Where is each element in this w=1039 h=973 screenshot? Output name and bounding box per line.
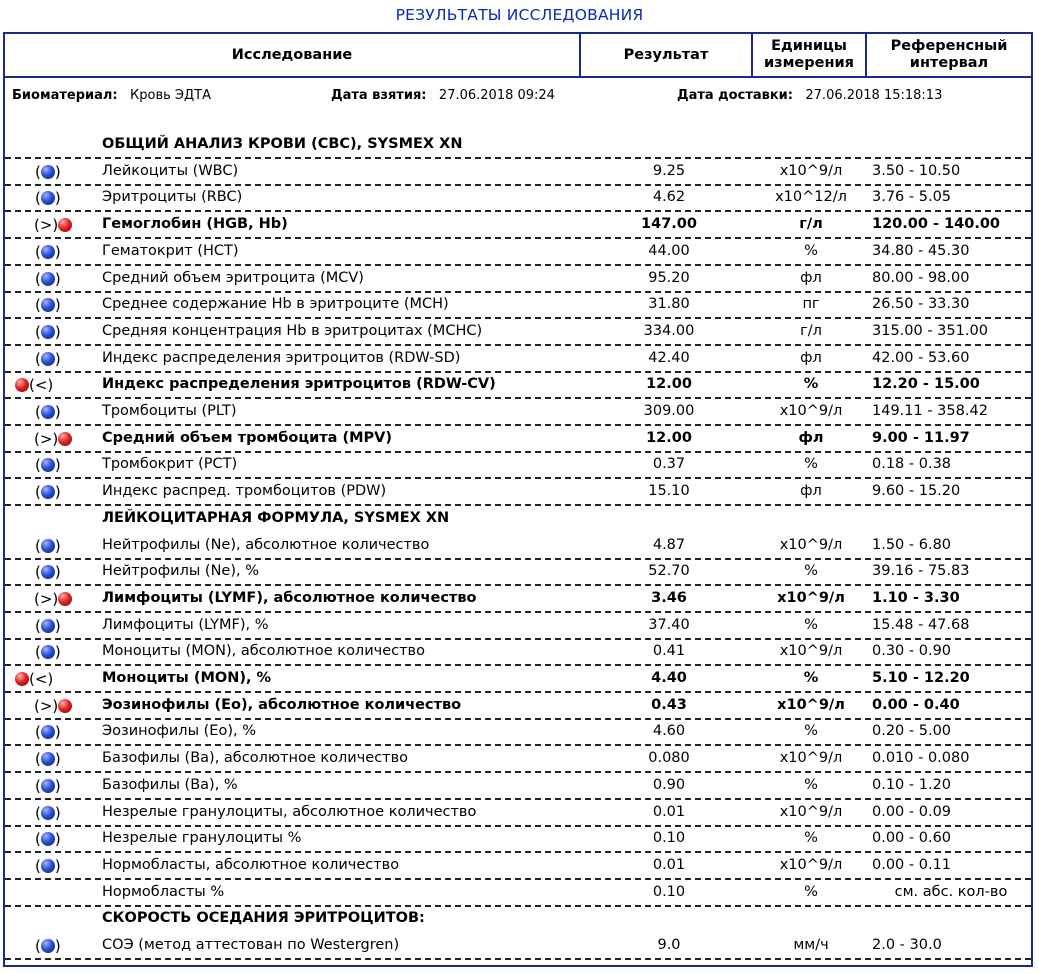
test-result: 4.87 xyxy=(652,536,686,553)
section-title: ЛЕЙКОЦИТАРНАЯ ФОРМУЛА, SYSMEX XN xyxy=(102,509,450,526)
normal-marker-icon: ( ) xyxy=(35,723,61,742)
test-name: Нейтрофилы (Ne), % xyxy=(102,563,259,580)
test-unit: пг xyxy=(802,296,820,313)
test-reference: 26.50 - 33.30 xyxy=(872,296,970,313)
normal-marker-icon: ( ) xyxy=(35,296,61,315)
table-row xyxy=(5,746,1031,773)
test-reference: 120.00 - 140.00 xyxy=(872,216,1001,233)
test-name: Эритроциты (RBC) xyxy=(102,189,243,206)
test-name: Нормобласты, абсолютное количество xyxy=(102,856,400,873)
test-result: 0.90 xyxy=(652,776,686,793)
date-delivered-value: 27.06.2018 15:18:13 xyxy=(805,88,943,103)
test-unit: х10^9/л xyxy=(777,589,845,606)
normal-marker-icon: ( ) xyxy=(35,776,61,795)
date-taken-value: 27.06.2018 09:24 xyxy=(438,88,555,103)
normal-marker-icon: ( ) xyxy=(35,643,61,662)
normal-marker-icon: ( ) xyxy=(35,322,61,341)
test-name: Гематокрит (HCT) xyxy=(102,242,239,259)
test-unit: х10^9/л xyxy=(779,162,843,179)
flag-text: (<) xyxy=(29,376,54,395)
header-units-line1: Единицы xyxy=(771,38,847,54)
test-reference: 0.10 - 1.20 xyxy=(872,776,952,793)
table-row xyxy=(5,399,1031,426)
high-marker-icon xyxy=(34,429,72,449)
test-result: 44.00 xyxy=(648,242,690,259)
table-row xyxy=(5,853,1031,880)
test-result: 334.00 xyxy=(643,322,695,339)
header-ref-line2: интервал xyxy=(909,55,989,71)
test-result: 0.43 xyxy=(651,696,687,713)
normal-marker-icon: ( ) xyxy=(35,536,61,555)
normal-marker-icon: ( ) xyxy=(35,750,61,769)
test-result: 3.46 xyxy=(651,589,687,606)
test-reference: 42.00 - 53.60 xyxy=(872,349,970,366)
test-unit: г/л xyxy=(799,216,823,233)
test-unit: фл xyxy=(798,429,824,446)
test-result: 4.40 xyxy=(651,670,687,686)
table-row xyxy=(5,666,1031,693)
test-unit: % xyxy=(804,830,818,847)
test-result: 15.10 xyxy=(648,483,690,500)
test-reference: 149.11 - 358.42 xyxy=(872,403,988,419)
test-reference: см. абс. кол-во xyxy=(894,883,1008,900)
test-name: СОЭ (метод аттестован по Westergren) xyxy=(102,937,400,953)
test-unit: х10^9/л xyxy=(777,696,845,713)
test-unit: х10^9/л xyxy=(779,403,843,419)
normal-marker-icon: ( ) xyxy=(35,856,61,875)
test-name: Среднее содержание Hb в эритроците (MCH) xyxy=(102,296,449,313)
test-result: 52.70 xyxy=(648,563,690,580)
test-unit: фл xyxy=(800,269,822,286)
test-reference: 5.10 - 12.20 xyxy=(872,670,970,686)
section-row xyxy=(5,132,1031,159)
test-name: Лимфоциты (LYMF), % xyxy=(102,616,269,633)
table-row xyxy=(5,479,1031,506)
high-marker-icon xyxy=(34,589,72,609)
normal-marker-icon: ( ) xyxy=(35,616,61,635)
test-name: Базофилы (Ba), абсолютное количество xyxy=(102,750,409,767)
test-unit: % xyxy=(803,376,819,393)
section-title: ОБЩИЙ АНАЛИЗ КРОВИ (CBC), SYSMEX XN xyxy=(102,136,463,152)
table-row xyxy=(5,319,1031,346)
test-reference: 315.00 - 351.00 xyxy=(872,322,988,339)
table-row xyxy=(5,372,1031,399)
test-name: Тромбокрит (PCT) xyxy=(102,456,238,473)
table-header xyxy=(5,34,1031,78)
test-name: Нейтрофилы (Ne), абсолютное количество xyxy=(102,536,430,553)
section-row xyxy=(5,906,1031,933)
test-result: 4.60 xyxy=(652,723,686,740)
test-result: 0.10 xyxy=(652,883,686,900)
table-row xyxy=(5,773,1031,800)
test-reference: 80.00 - 98.00 xyxy=(872,269,970,286)
test-result: 0.37 xyxy=(652,456,686,473)
test-unit: х10^9/л xyxy=(779,750,843,767)
date-taken xyxy=(331,88,555,103)
normal-marker-icon: ( ) xyxy=(35,937,61,955)
table-row xyxy=(5,292,1031,319)
normal-marker-icon: ( ) xyxy=(35,456,61,475)
table-row xyxy=(5,266,1031,293)
test-name: Индекс распределения эритроцитов (RDW-SD) xyxy=(102,349,461,366)
test-name: Нормобласты % xyxy=(102,883,225,900)
page-title: РЕЗУЛЬТАТЫ ИССЛЕДОВАНИЯ xyxy=(395,6,644,24)
table-row xyxy=(5,933,1031,960)
table-row xyxy=(5,693,1031,720)
test-result: 37.40 xyxy=(648,616,690,633)
test-result: 0.01 xyxy=(652,803,686,820)
normal-marker-icon: ( ) xyxy=(35,803,61,822)
section-row xyxy=(5,506,1031,533)
test-unit: х10^9/л xyxy=(779,856,843,873)
test-reference: 39.16 - 75.83 xyxy=(872,563,970,580)
biomaterial xyxy=(12,88,211,103)
flag-text: (>) xyxy=(34,429,59,448)
test-name: Эозинофилы (Eo), % xyxy=(102,723,256,740)
test-reference: 0.20 - 5.00 xyxy=(872,723,952,740)
flag-text: (>) xyxy=(34,216,59,235)
test-unit: х10^9/л xyxy=(779,803,843,820)
table-row xyxy=(5,800,1031,827)
test-result: 0.01 xyxy=(652,856,686,873)
header-test: Исследование xyxy=(5,34,581,76)
flag-text: (>) xyxy=(34,696,59,715)
test-result: 0.41 xyxy=(652,643,686,660)
test-name: Лимфоциты (LYMF), абсолютное количество xyxy=(102,589,477,606)
test-unit: х10^12/л xyxy=(775,189,847,206)
test-name: Гемоглобин (HGB, Hb) xyxy=(102,216,288,233)
low-marker-icon xyxy=(15,375,53,395)
biomaterial-value: Кровь ЭДТА xyxy=(130,88,211,103)
table-row xyxy=(5,559,1031,586)
header-ref-line1: Референсный xyxy=(890,38,1008,54)
test-name: Индекс распред. тромбоцитов (PDW) xyxy=(102,483,387,500)
header-result: Результат xyxy=(581,34,753,76)
test-unit: % xyxy=(803,670,819,686)
test-unit: % xyxy=(804,883,818,900)
date-delivered xyxy=(677,88,942,103)
date-delivered-label: Дата доставки: xyxy=(677,88,793,103)
table-row xyxy=(5,613,1031,640)
table-row xyxy=(5,586,1031,613)
test-reference: 0.00 - 0.09 xyxy=(872,803,952,820)
table-row xyxy=(5,239,1031,266)
test-name: Лейкоциты (WBC) xyxy=(102,162,239,179)
test-reference: 3.50 - 10.50 xyxy=(872,162,961,179)
flag-text: (<) xyxy=(29,670,54,688)
test-name: Тромбоциты (PLT) xyxy=(102,403,237,419)
test-unit: х10^9/л xyxy=(779,536,843,553)
section-title: СКОРОСТЬ ОСЕДАНИЯ ЭРИТРОЦИТОВ: xyxy=(102,910,425,927)
normal-marker-icon: ( ) xyxy=(35,162,61,181)
test-reference: 0.00 - 0.60 xyxy=(872,830,952,847)
test-reference: 34.80 - 45.30 xyxy=(872,242,970,259)
test-reference: 0.18 - 0.38 xyxy=(872,456,952,473)
test-name: Средний объем эритроцита (MCV) xyxy=(102,269,364,286)
normal-marker-icon: ( ) xyxy=(35,830,61,849)
test-name: Средняя концентрация Hb в эритроцитах (MCHC) xyxy=(102,322,483,339)
test-reference: 9.00 - 11.97 xyxy=(872,429,970,446)
test-unit: мм/ч xyxy=(793,937,829,953)
biomaterial-label: Биоматериал: xyxy=(12,88,118,103)
test-result: 0.080 xyxy=(648,750,690,767)
test-reference: 0.00 - 0.11 xyxy=(872,856,952,873)
table-row xyxy=(5,452,1031,479)
test-name: Средний объем тромбоцита (MPV) xyxy=(102,429,393,446)
test-unit: % xyxy=(804,723,818,740)
test-unit: фл xyxy=(800,349,822,366)
normal-marker-icon: ( ) xyxy=(35,189,61,208)
test-unit: % xyxy=(804,616,818,633)
table-row xyxy=(5,346,1031,373)
test-name: Индекс распределения эритроцитов (RDW-CV) xyxy=(102,376,496,393)
test-unit: % xyxy=(804,242,818,259)
table-row xyxy=(5,185,1031,212)
test-reference: 0.00 - 0.40 xyxy=(872,696,960,713)
normal-marker-icon: ( ) xyxy=(35,483,61,502)
test-reference: 0.30 - 0.90 xyxy=(872,643,952,660)
test-unit: % xyxy=(804,563,818,580)
test-result: 9.0 xyxy=(657,937,681,953)
test-name: Эозинофилы (Eo), абсолютное количество xyxy=(102,696,462,713)
test-reference: 1.10 - 3.30 xyxy=(872,589,960,606)
test-result: 309.00 xyxy=(643,403,695,419)
test-reference: 9.60 - 15.20 xyxy=(872,483,961,500)
test-reference: 12.20 - 15.00 xyxy=(872,376,980,393)
test-unit: г/л xyxy=(800,322,822,339)
flag-text: (>) xyxy=(34,589,59,608)
test-reference: 3.76 - 5.05 xyxy=(872,189,952,206)
test-result: 95.20 xyxy=(648,269,690,286)
test-reference: 0.010 - 0.080 xyxy=(872,750,970,767)
table-row xyxy=(5,826,1031,853)
test-result: 9.25 xyxy=(652,162,686,179)
test-result: 12.00 xyxy=(646,429,692,446)
normal-marker-icon: ( ) xyxy=(35,269,61,288)
test-reference: 1.50 - 6.80 xyxy=(872,536,952,553)
test-unit: фл xyxy=(800,483,822,500)
test-name: Моноциты (MON), абсолютное количество xyxy=(102,643,425,660)
table-row xyxy=(5,212,1031,239)
test-reference: 2.0 - 30.0 xyxy=(872,937,942,953)
test-result: 0.10 xyxy=(652,830,686,847)
test-result: 42.40 xyxy=(648,349,690,366)
normal-marker-icon: ( ) xyxy=(35,403,61,421)
test-result: 147.00 xyxy=(641,216,697,233)
test-result: 4.62 xyxy=(652,189,686,206)
test-unit: % xyxy=(804,776,818,793)
test-name: Незрелые гранулоциты % xyxy=(102,830,302,847)
normal-marker-icon: ( ) xyxy=(35,563,61,582)
normal-marker-icon: ( ) xyxy=(35,242,61,261)
normal-marker-icon: ( ) xyxy=(35,349,61,368)
low-marker-icon xyxy=(15,669,53,689)
table-row xyxy=(5,426,1031,453)
test-name: Незрелые гранулоциты, абсолютное количество xyxy=(102,803,477,820)
test-result: 31.80 xyxy=(648,296,690,313)
test-reference: 15.48 - 47.68 xyxy=(872,616,970,633)
test-unit: % xyxy=(804,456,818,473)
test-result: 12.00 xyxy=(646,376,692,393)
table-row xyxy=(5,639,1031,666)
table-row xyxy=(5,719,1031,746)
header-units-line2: измерения xyxy=(764,55,854,71)
date-taken-label: Дата взятия: xyxy=(331,88,427,103)
high-marker-icon xyxy=(34,215,72,235)
header-ref xyxy=(867,34,1031,76)
high-marker-icon xyxy=(34,696,72,716)
test-name: Моноциты (MON), % xyxy=(102,670,272,686)
results-table xyxy=(3,32,1033,967)
test-name: Базофилы (Ba), % xyxy=(102,776,238,793)
table-row xyxy=(5,880,1031,907)
table-row xyxy=(5,533,1031,560)
header-units xyxy=(753,34,867,76)
test-unit: х10^9/л xyxy=(779,643,843,660)
table-row xyxy=(5,159,1031,186)
